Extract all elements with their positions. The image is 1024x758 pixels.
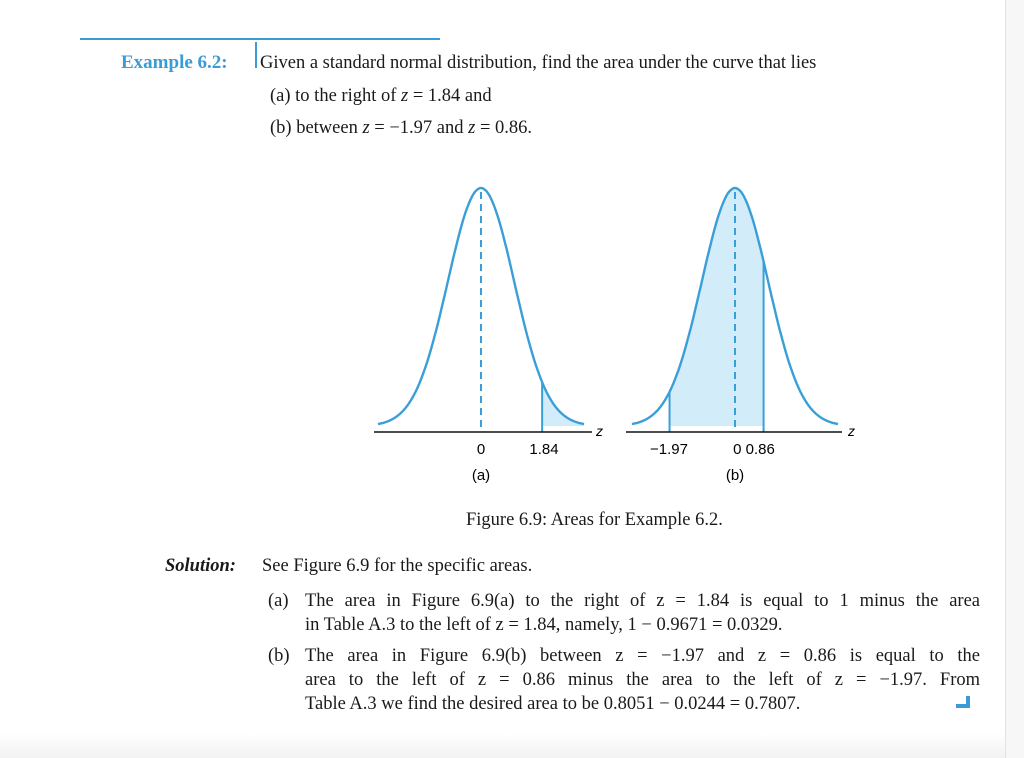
text-cursor (255, 42, 257, 68)
end-of-example-mark (956, 696, 970, 708)
solution-intro: See Figure 6.9 for the specific areas. (262, 556, 533, 576)
normal-curves-figure (360, 170, 880, 490)
solution-b-line-3: Table A.3 we find the desired area to be 0.8051 − 0.0244 = 0.7807. (305, 694, 801, 714)
panel-a-axis-label: z (596, 423, 603, 439)
part-a-marker: (a) (270, 86, 291, 106)
example-intro: Given a standard normal distribution, find the area under the curve that lies (260, 53, 817, 73)
section-rule (80, 38, 440, 40)
part-a-z: z (401, 86, 409, 106)
panel-a-label: (a) (471, 467, 491, 484)
solution-label: Solution: (165, 556, 236, 576)
solution-a-marker: (a) (268, 591, 289, 611)
panel-b-tick-neg197: −1.97 (650, 441, 688, 458)
panel-b (626, 188, 855, 484)
part-b-z1: z (362, 118, 370, 138)
page-bottom-margin (0, 733, 1005, 758)
panel-a-shaded-area (542, 382, 584, 426)
part-a-rest: = 1.84 and (408, 86, 492, 106)
solution-b-line-1: The area in Figure 6.9(b) between z = −1.97 and z = 0.86 is equal to the (305, 646, 980, 666)
solution-b-line-2: area to the left of z = 0.86 minus the area to the left of z = −1.97. From (305, 670, 980, 690)
panel-a-tick-0: 0 (476, 441, 486, 458)
part-b-prefix: between (296, 118, 363, 138)
panel-a (374, 188, 603, 484)
part-b-mid: = −1.97 and (369, 118, 469, 138)
solution-a-line-1: The area in Figure 6.9(a) to the right of z = 1.84 is equal to 1 minus the area (305, 591, 980, 611)
part-b-rest: = 0.86. (475, 118, 533, 138)
solution-b-marker: (b) (268, 646, 290, 666)
panel-b-tick-0-086: 0 0.86 (733, 441, 775, 458)
solution-part-b (268, 644, 980, 716)
solution-part-a (268, 589, 980, 637)
panel-a-tick-184: 1.84 (529, 441, 559, 458)
panel-b-axis-label: z (848, 423, 855, 439)
figure-caption: Figure 6.9: Areas for Example 6.2. (466, 510, 723, 530)
solution-a-line-2: in Table A.3 to the left of z = 1.84, namely, 1 − 0.9671 = 0.0329. (305, 615, 783, 635)
panel-b-label: (b) (725, 467, 745, 484)
part-b-marker: (b) (270, 118, 292, 138)
part-a-prefix: to the right of (295, 86, 402, 106)
part-b-z2: z (468, 118, 476, 138)
example-part-a (270, 85, 492, 107)
page-right-margin (1005, 0, 1024, 758)
example-label: Example 6.2: (121, 52, 228, 73)
example-part-b (270, 117, 532, 139)
